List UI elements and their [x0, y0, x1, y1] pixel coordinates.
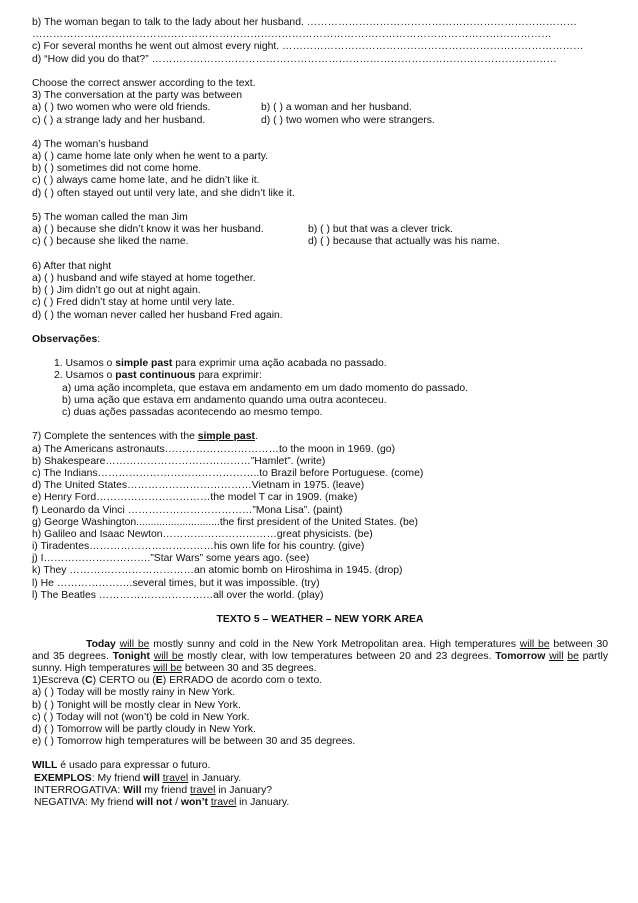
will-interrogative: INTERROGATIVA: Will my friend travel in January? — [34, 784, 273, 796]
q5-option-b: b) ( ) but that was a clever trick. — [308, 224, 453, 236]
q7-item-l2: l) The Beatles ……………………………all over the world. (play) — [32, 589, 324, 601]
q6-option-a: a) ( ) husband and wife stayed at home together. — [32, 272, 256, 284]
question-c: c) For several months he went out almost every night. …………………………………………………………………………… — [32, 41, 584, 53]
q7-section — [32, 431, 608, 602]
q5-option-a: a) ( ) because she didn’t know it was her husband. — [32, 224, 264, 236]
texto5-item-e: e) ( ) Tomorrow high temperatures will be between 30 and 35 degrees. — [32, 736, 356, 748]
q5-option-c: c) ( ) because she liked the name. — [32, 236, 189, 248]
worksheet-page — [32, 17, 608, 809]
q5-option-d: d) ( ) because that actually was his name. — [308, 236, 500, 248]
q7-item-h: h) Galileo and Isaac Newton……………………………great physicists. (be) — [32, 528, 373, 540]
q7-item-d: d) The United States………………………………Vietnam in 1975. (leave) — [32, 480, 365, 492]
obs-sub-c: c) duas ações passadas acontecendo ao mesmo tempo. — [62, 407, 323, 418]
q4-option-a: a) ( ) came home late only when he went to a party. — [32, 151, 269, 163]
q5-row-cd — [32, 236, 608, 248]
q4-option-c: c) ( ) always came home late, and he didn’t like it. — [32, 175, 260, 187]
q6-title: 6) After that night — [32, 260, 112, 272]
q5-row-ab — [32, 224, 608, 236]
obs-sub-a: a) uma ação incompleta, que estava em andamento em um dado momento do passado. — [62, 382, 469, 394]
intro-questions — [32, 17, 608, 66]
q5-title: 5) The woman called the man Jim — [32, 212, 188, 223]
q7-title: 7) Complete the sentences with the simple past. — [32, 431, 258, 443]
q6-option-b: b) ( ) Jim didn’t go out at night again. — [32, 285, 201, 297]
texto5-item-b: b) ( ) Tonight will be mostly clear in New York. — [32, 699, 241, 711]
will-section — [32, 760, 608, 809]
q7-item-j: j) I………………………….”Star Wars” some years ago. (see) — [32, 553, 310, 565]
texto5-section — [32, 614, 608, 748]
texto5-instruction: 1)Escreva (C) CERTO ou (E) ERRADO de acordo com o texto. — [32, 675, 323, 687]
q7-item-k: k) They ………………………………an atomic bomb on Hiroshima in 1945. (drop) — [32, 565, 403, 577]
q7-item-c: c) The Indians………………………………………..to Brazil before Portuguese. (come) — [32, 467, 424, 479]
texto5-heading: TEXTO 5 – WEATHER – NEW YORK AREA — [216, 614, 424, 626]
q3-title: 3) The conversation at the party was between — [32, 90, 243, 102]
q3-option-a: a) ( ) two women who were old friends. — [32, 102, 211, 114]
texto5-item-d: d) ( ) Tomorrow will be partly cloudy in New York. — [32, 723, 256, 735]
q7-item-g: g) George Washington.............................the first president of the United States. (be) — [32, 516, 418, 528]
q3-row-cd — [32, 115, 608, 127]
answer-line: …………………………………………………………………………………………………………………………………… — [32, 29, 552, 41]
observacoes-section — [32, 334, 608, 419]
will-negative: NEGATIVA: My friend will not / won’t travel in January. — [34, 797, 290, 809]
q7-item-b: b) Shakespeare……………………………………”Hamlet”. (write) — [32, 455, 326, 467]
obs-item-1: 1. Usamos o simple past para exprimir uma ação acabada no passado. — [54, 358, 387, 370]
q7-item-e: e) Henry Ford……………………………the model T car in 1909. (make) — [32, 492, 358, 504]
choose-instruction: Choose the correct answer according to the text. — [32, 77, 256, 89]
will-definition: WILL é usado para expressar o futuro. — [32, 760, 211, 772]
q7-item-i: i) Tiradentes………………………………his own life for his country. (give) — [32, 541, 365, 553]
q4-option-d: d) ( ) often stayed out until very late, and she didn’t like it. — [32, 187, 295, 199]
q6-option-d: d) ( ) the woman never called her husband Fred again. — [32, 309, 283, 321]
q3-option-d: d) ( ) two women who were strangers. — [261, 114, 435, 126]
q6-option-c: c) ( ) Fred didn’t stay at home until very late. — [32, 297, 235, 309]
will-example: EXEMPLOS: My friend will travel in January. — [34, 772, 242, 784]
question-b: b) The woman began to talk to the lady about her husband. …………………………………………………………………… — [32, 17, 577, 28]
q7-item-f: f) Leonardo da Vinci ………………………………”Mona Lisa”. (paint) — [32, 504, 343, 516]
texto5-item-c: c) ( ) Today will not (won’t) be cold in New York. — [32, 711, 250, 723]
q4-title: 4) The woman’s husband — [32, 138, 149, 150]
q3-option-b: b) ( ) a woman and her husband. — [261, 102, 412, 114]
texto5-item-a: a) ( ) Today will be mostly rainy in New York. — [32, 687, 236, 699]
obs-sub-b: b) uma ação que estava em andamento quando uma outra aconteceu. — [62, 394, 387, 406]
obs-item-2: 2. Usamos o past continuous para exprimir: — [54, 370, 262, 382]
q3-row-ab — [32, 102, 608, 114]
q3-option-c: c) ( ) a strange lady and her husband. — [32, 114, 206, 126]
weather-paragraph: Today will be mostly sunny and cold in the New York Metropolitan area. High temperatures will be between 30 and 35 degrees. Tonight will be mostly clear, with low temperatures between 20 and 23 degrees. Tomorrow will be partly sunny. High temperatures will be between 30 and 35 degrees. — [32, 638, 609, 674]
choose-section — [32, 78, 608, 322]
q7-item-a: a) The Americans astronauts……………………………to the moon in 1969. (go) — [32, 443, 396, 455]
q7-item-l: l) He ………………….several times, but it was impossible. (try) — [32, 577, 320, 589]
q4-option-b: b) ( ) sometimes did not come home. — [32, 163, 202, 175]
observacoes-title: Observações: — [32, 333, 101, 345]
question-d: d) “How did you do that?” ……………………………………………………………………………………………………… — [32, 53, 557, 65]
